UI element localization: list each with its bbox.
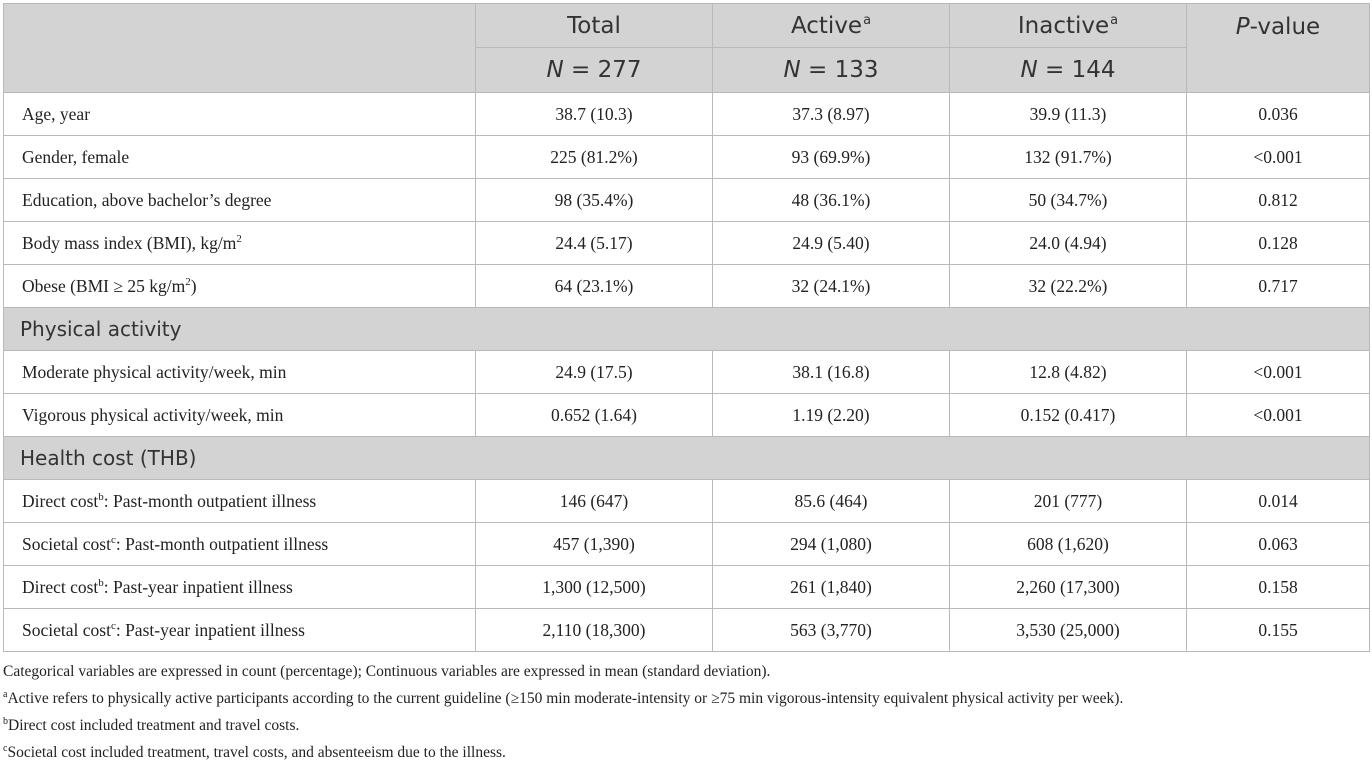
row-label: Age, year bbox=[4, 93, 476, 136]
table-header bbox=[4, 4, 1370, 93]
cell-pvalue: 0.063 bbox=[1187, 523, 1370, 566]
table-body bbox=[4, 93, 1370, 652]
footnote-a: $^a$Active refers to physically active participants according to the current guideline (≥150 min moderate-intensity or ≥75 min vigorous-intensity equivalent physical activity per week). bbox=[3, 689, 1124, 707]
footnote-marker-a: a bbox=[863, 12, 872, 28]
cell-active: 1.19 (2.20) bbox=[713, 394, 950, 437]
cell-pvalue: <0.001 bbox=[1187, 136, 1370, 179]
cell-active: 85.6 (464) bbox=[713, 480, 950, 523]
cell-active: 261 (1,840) bbox=[713, 566, 950, 609]
footnote-marker-a: a bbox=[1110, 12, 1119, 28]
row-label: Body mass index (BMI), $kg/m^2$ bbox=[4, 222, 476, 265]
table-row bbox=[4, 265, 1370, 308]
row-label: Gender, female bbox=[4, 136, 476, 179]
cell-pvalue: 0.014 bbox=[1187, 480, 1370, 523]
table-row bbox=[4, 566, 1370, 609]
cell-inactive: 24.0 (4.94) bbox=[950, 222, 1187, 265]
cell-active: 294 (1,080) bbox=[713, 523, 950, 566]
cell-pvalue: 0.128 bbox=[1187, 222, 1370, 265]
table-row bbox=[4, 222, 1370, 265]
cell-pvalue: 0.036 bbox=[1187, 93, 1370, 136]
cell-total: 24.9 (17.5) bbox=[476, 351, 713, 394]
table-row bbox=[4, 394, 1370, 437]
cell-total: 98 (35.4%) bbox=[476, 179, 713, 222]
section-title: Health cost (THB) bbox=[4, 437, 1370, 480]
table-row bbox=[4, 480, 1370, 523]
row-label: Direct cost$^b$: Past-year inpatient illness bbox=[4, 566, 476, 609]
section-header-health-cost bbox=[4, 437, 1370, 480]
cell-active: 48 (36.1%) bbox=[713, 179, 950, 222]
row-label: Moderate physical activity/week, min bbox=[4, 351, 476, 394]
row-label: Direct cost$^b$: Past-month outpatient illness bbox=[4, 480, 476, 523]
footnote-general: Categorical variables are expressed in count (percentage); Continuous variables are expressed in mean (standard deviation). bbox=[3, 663, 771, 680]
cell-inactive: 608 (1,620) bbox=[950, 523, 1187, 566]
cell-active: 38.1 (16.8) bbox=[713, 351, 950, 394]
cell-total: 225 (81.2%) bbox=[476, 136, 713, 179]
cell-active: 93 (69.9%) bbox=[713, 136, 950, 179]
footnote-b: $^b$Direct cost included treatment and travel costs. bbox=[3, 716, 300, 734]
table-container bbox=[3, 3, 1369, 764]
table-row bbox=[4, 351, 1370, 394]
cell-inactive: 12.8 (4.82) bbox=[950, 351, 1187, 394]
cell-inactive: 50 (34.7%) bbox=[950, 179, 1187, 222]
cell-active: 24.9 (5.40) bbox=[713, 222, 950, 265]
table-row bbox=[4, 179, 1370, 222]
cell-total: 2,110 (18,300) bbox=[476, 609, 713, 652]
cell-total: 0.652 (1.64) bbox=[476, 394, 713, 437]
table-row bbox=[4, 523, 1370, 566]
row-label: Vigorous physical activity/week, min bbox=[4, 394, 476, 437]
cell-pvalue: <0.001 bbox=[1187, 351, 1370, 394]
header-n-inactive: N = 144 bbox=[950, 48, 1187, 93]
header-n-total: N = 277 bbox=[476, 48, 713, 93]
cell-inactive: 132 (91.7%) bbox=[950, 136, 1187, 179]
cell-pvalue: 0.812 bbox=[1187, 179, 1370, 222]
cell-pvalue: 0.155 bbox=[1187, 609, 1370, 652]
table-row bbox=[4, 136, 1370, 179]
header-n-active: N = 133 bbox=[713, 48, 950, 93]
characteristics-table bbox=[3, 3, 1370, 652]
row-label: Education, above bachelor’s degree bbox=[4, 179, 476, 222]
cell-pvalue: 0.158 bbox=[1187, 566, 1370, 609]
section-title: Physical activity bbox=[4, 308, 1370, 351]
table-footnotes bbox=[3, 660, 1369, 764]
footnote-c: $^c$Societal cost included treatment, travel costs, and absenteeism due to the illness. bbox=[3, 743, 506, 761]
row-label: Obese (BMI ≥ 25 $kg/m^2$) bbox=[4, 265, 476, 308]
cell-total: 457 (1,390) bbox=[476, 523, 713, 566]
row-label: Societal cost$^c$: Past-month outpatient illness bbox=[4, 523, 476, 566]
table-row bbox=[4, 609, 1370, 652]
header-active: Active$^a$ bbox=[713, 4, 950, 48]
cell-inactive: 201 (777) bbox=[950, 480, 1187, 523]
cell-active: 37.3 (8.97) bbox=[713, 93, 950, 136]
cell-inactive: 32 (22.2%) bbox=[950, 265, 1187, 308]
header-pvalue: P-value bbox=[1187, 4, 1370, 93]
cell-total: 1,300 (12,500) bbox=[476, 566, 713, 609]
header-total: Total bbox=[476, 4, 713, 48]
row-label: Societal cost$^c$: Past-year inpatient illness bbox=[4, 609, 476, 652]
cell-total: 64 (23.1%) bbox=[476, 265, 713, 308]
cell-inactive: 2,260 (17,300) bbox=[950, 566, 1187, 609]
cell-total: 38.7 (10.3) bbox=[476, 93, 713, 136]
cell-pvalue: <0.001 bbox=[1187, 394, 1370, 437]
table-row bbox=[4, 93, 1370, 136]
header-blank-cell bbox=[4, 4, 476, 93]
cell-active: 32 (24.1%) bbox=[713, 265, 950, 308]
cell-total: 146 (647) bbox=[476, 480, 713, 523]
header-row-1 bbox=[4, 4, 1370, 48]
cell-active: 563 (3,770) bbox=[713, 609, 950, 652]
cell-inactive: 0.152 (0.417) bbox=[950, 394, 1187, 437]
header-inactive: Inactive$^a$ bbox=[950, 4, 1187, 48]
section-header-physical-activity bbox=[4, 308, 1370, 351]
cell-total: 24.4 (5.17) bbox=[476, 222, 713, 265]
cell-inactive: 3,530 (25,000) bbox=[950, 609, 1187, 652]
cell-pvalue: 0.717 bbox=[1187, 265, 1370, 308]
cell-inactive: 39.9 (11.3) bbox=[950, 93, 1187, 136]
